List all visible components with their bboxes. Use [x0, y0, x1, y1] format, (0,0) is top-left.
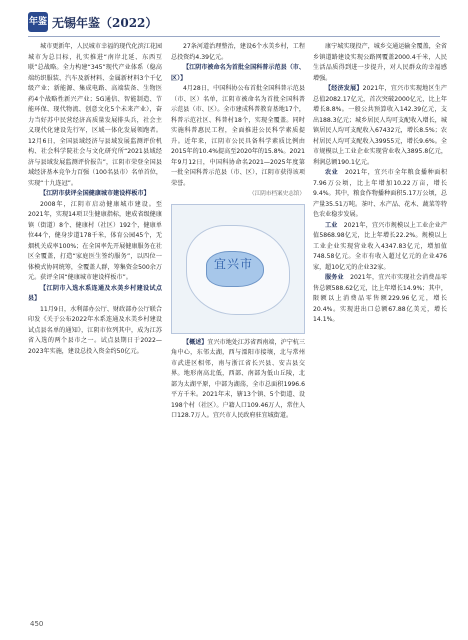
map-label-yixing: 宜兴市 [214, 256, 254, 271]
publication-title: 无锡年鉴（2022） [52, 16, 158, 30]
agriculture-text: 2021年，宜兴市全年粮食播种面积7.96万公顷，比上年增加10.22万亩，增长9.4%。其中，粮食作物播种面积5.17万公顷，总产量35.51万吨。茶叶、水产品、花木、蔬菜等特色农业稳步发展。 [313, 169, 447, 218]
overview-text: 宜兴市地处江苏省西南端，沪宁杭三角中心，东邻太湖，西与溧阳市接壤，北与常州市武进区相邻，南与浙江省长兴县、安吉县交界。地形南高北低，西部、南部为低山丘陵，北部为太湖平原，中部为湖荡，全市总面积1996.6平方千米。2021年末，辖13个镇、5个街道、设198个村（社区）。户籍人口109.46万人，常住人口128.7万人。宜兴市人民政府驻宜城街道。 [171, 338, 306, 419]
source-caption: （江阴市档案史志馆） [249, 191, 305, 197]
column-left [28, 42, 162, 357]
yearbook-logo: 年鉴 [28, 12, 48, 32]
column-right [313, 42, 447, 326]
page-number: 450 [30, 620, 44, 628]
water-system-continued: 27条河道治理整治，建设6个水美乡村，工程总投资约4.39亿元。 [171, 43, 305, 61]
section-heading-science-county: 【江阴市被命名为首批全国科普示范县（市、区）】 [171, 64, 305, 82]
health-city-paragraph: 2008年，江阴市启动健康城市建设。至2021年，实现14项卫生健康指标，建成省级健康镇（街道）8个、健康村（社区）192个，健康单位44个，健身步道178千米，体育公园45个，无烟机关成率100%；在全国率先开展健康服务在社区全覆盖，打造“家庭医生签约服务”，以四位一体模式协同统筹，全覆盖人群，筹集资金500余万元。获评全国“健康城市建设样板市”。 [28, 200, 162, 281]
industry-text: 2021年，宜兴市规模以上工业企业产值5868.98亿元，比上年增长22.2%。规模以上工业企业实现营业收入4347.83亿元，增加值748.58亿元。全市有收入超过亿元的企业476家，超10亿元的企业32家。 [313, 221, 447, 271]
section-heading-overview: 【概述】 [183, 338, 208, 346]
subheading-services: 服务业 [325, 274, 344, 281]
services-paragraph [313, 273, 447, 326]
section-heading-water-system: 【江阴市入选水系连通及水美乡村建设试点县】 [28, 284, 162, 302]
agriculture-paragraph [313, 168, 447, 221]
overview-continued: 康宁城实现投产，城乡交通运输全覆盖，全省乡镇道路建设实现公路网覆盖2000.4千米，人民生活品质得到进一步提升，对人民群众的幸福感增强。 [313, 43, 447, 82]
economy-text: 2021年，宜兴市实现地区生产总值2082.17亿元，首次突破2000亿元，比上年增长8.8%。一般公共预算收入142.39亿元，支出188.3亿元；城乡居民人均可支配收入增长，城镇居民人均可支配收入67432元，增长8.5%；农村居民人均可支配收入39955元，增长9.6%。全市规模以上工业企业实现营业收入3895.8亿元，利润总额190.1亿元。 [313, 85, 448, 166]
header-divider [28, 36, 440, 37]
subheading-industry: 工业 [325, 221, 338, 229]
overview-paragraph [171, 338, 305, 422]
intro-paragraph: 城市更新年，人民城市幸福的现代化滨江花园城市为总目标，扎实推进“南岸北延、东西互联”总战略。全力构建“345”现代产业体系（稳高端纺织服装、汽车及新材料、金属新材料3个千亿级产业；新能源、集成电路、高端装备、生物医药4个战略性新兴产业；5G通信、智能制造、节能环保、现代物流、创意文化5个未来产业），奋力当好苏中民营经济高质量发展排头兵，社会主义现代化建设先行军，区域一体化发展领跑者。12月6日，全国县域经济与县域发展监测评价机构、社会科学院社会与文化研究所“2021县域经济与县域发展监测评价报告”，江阴市荣登全国县域经济基本竞争力百强（100名县市）名单首位，实现“十九连冠”。 [28, 43, 162, 187]
industry-paragraph [313, 221, 447, 274]
services-text: 2021年，宜兴市实现社会消费品零售总额588.62亿元，比上年增长14.9%；其中，限额以上消费品零售额229.96亿元，增长20.4%。实现进出口总额67.88亿美元，增长14.1%。 [313, 274, 447, 323]
section-heading-health-city: 【江阴市获评全国健康城市建设样板市】 [40, 190, 150, 197]
section-heading-economy: 【经济发展】 [325, 85, 363, 92]
subheading-agriculture: 农业 [325, 169, 339, 176]
economy-paragraph [313, 84, 447, 168]
science-county-paragraph: 4月28日，中国科协公布首批全国科普示范县（市、区）名单，江阴市被命名为首批全国科普示范县（市、区）。全市建成科普教育基地17个，科普示范社区、科普村18个，实现全覆盖。同时实施科普惠民工程，全面推进公民科学素质提升。近年来，江阴市公民具备科学素质比例由2015年的10.4%提高至2020年的15.8%。2021年9月12日，中国科协命名2021—2025年度第一批全国科普示范县（市、区），江阴市获得该项荣誉。 [171, 85, 305, 187]
water-system-paragraph: 11月9日，水利部办公厅、财政部办公厅联合印发《关于公布2022年水系连通及水美乡村建设试点县名单的通知》，江阴市位列其中，成为江苏省入选的两个县市之一。试点县期日于2022—2023年实施，建设总投入资金约50亿元。 [28, 305, 162, 355]
column-middle [171, 42, 305, 422]
yixing-location-map [171, 204, 305, 334]
